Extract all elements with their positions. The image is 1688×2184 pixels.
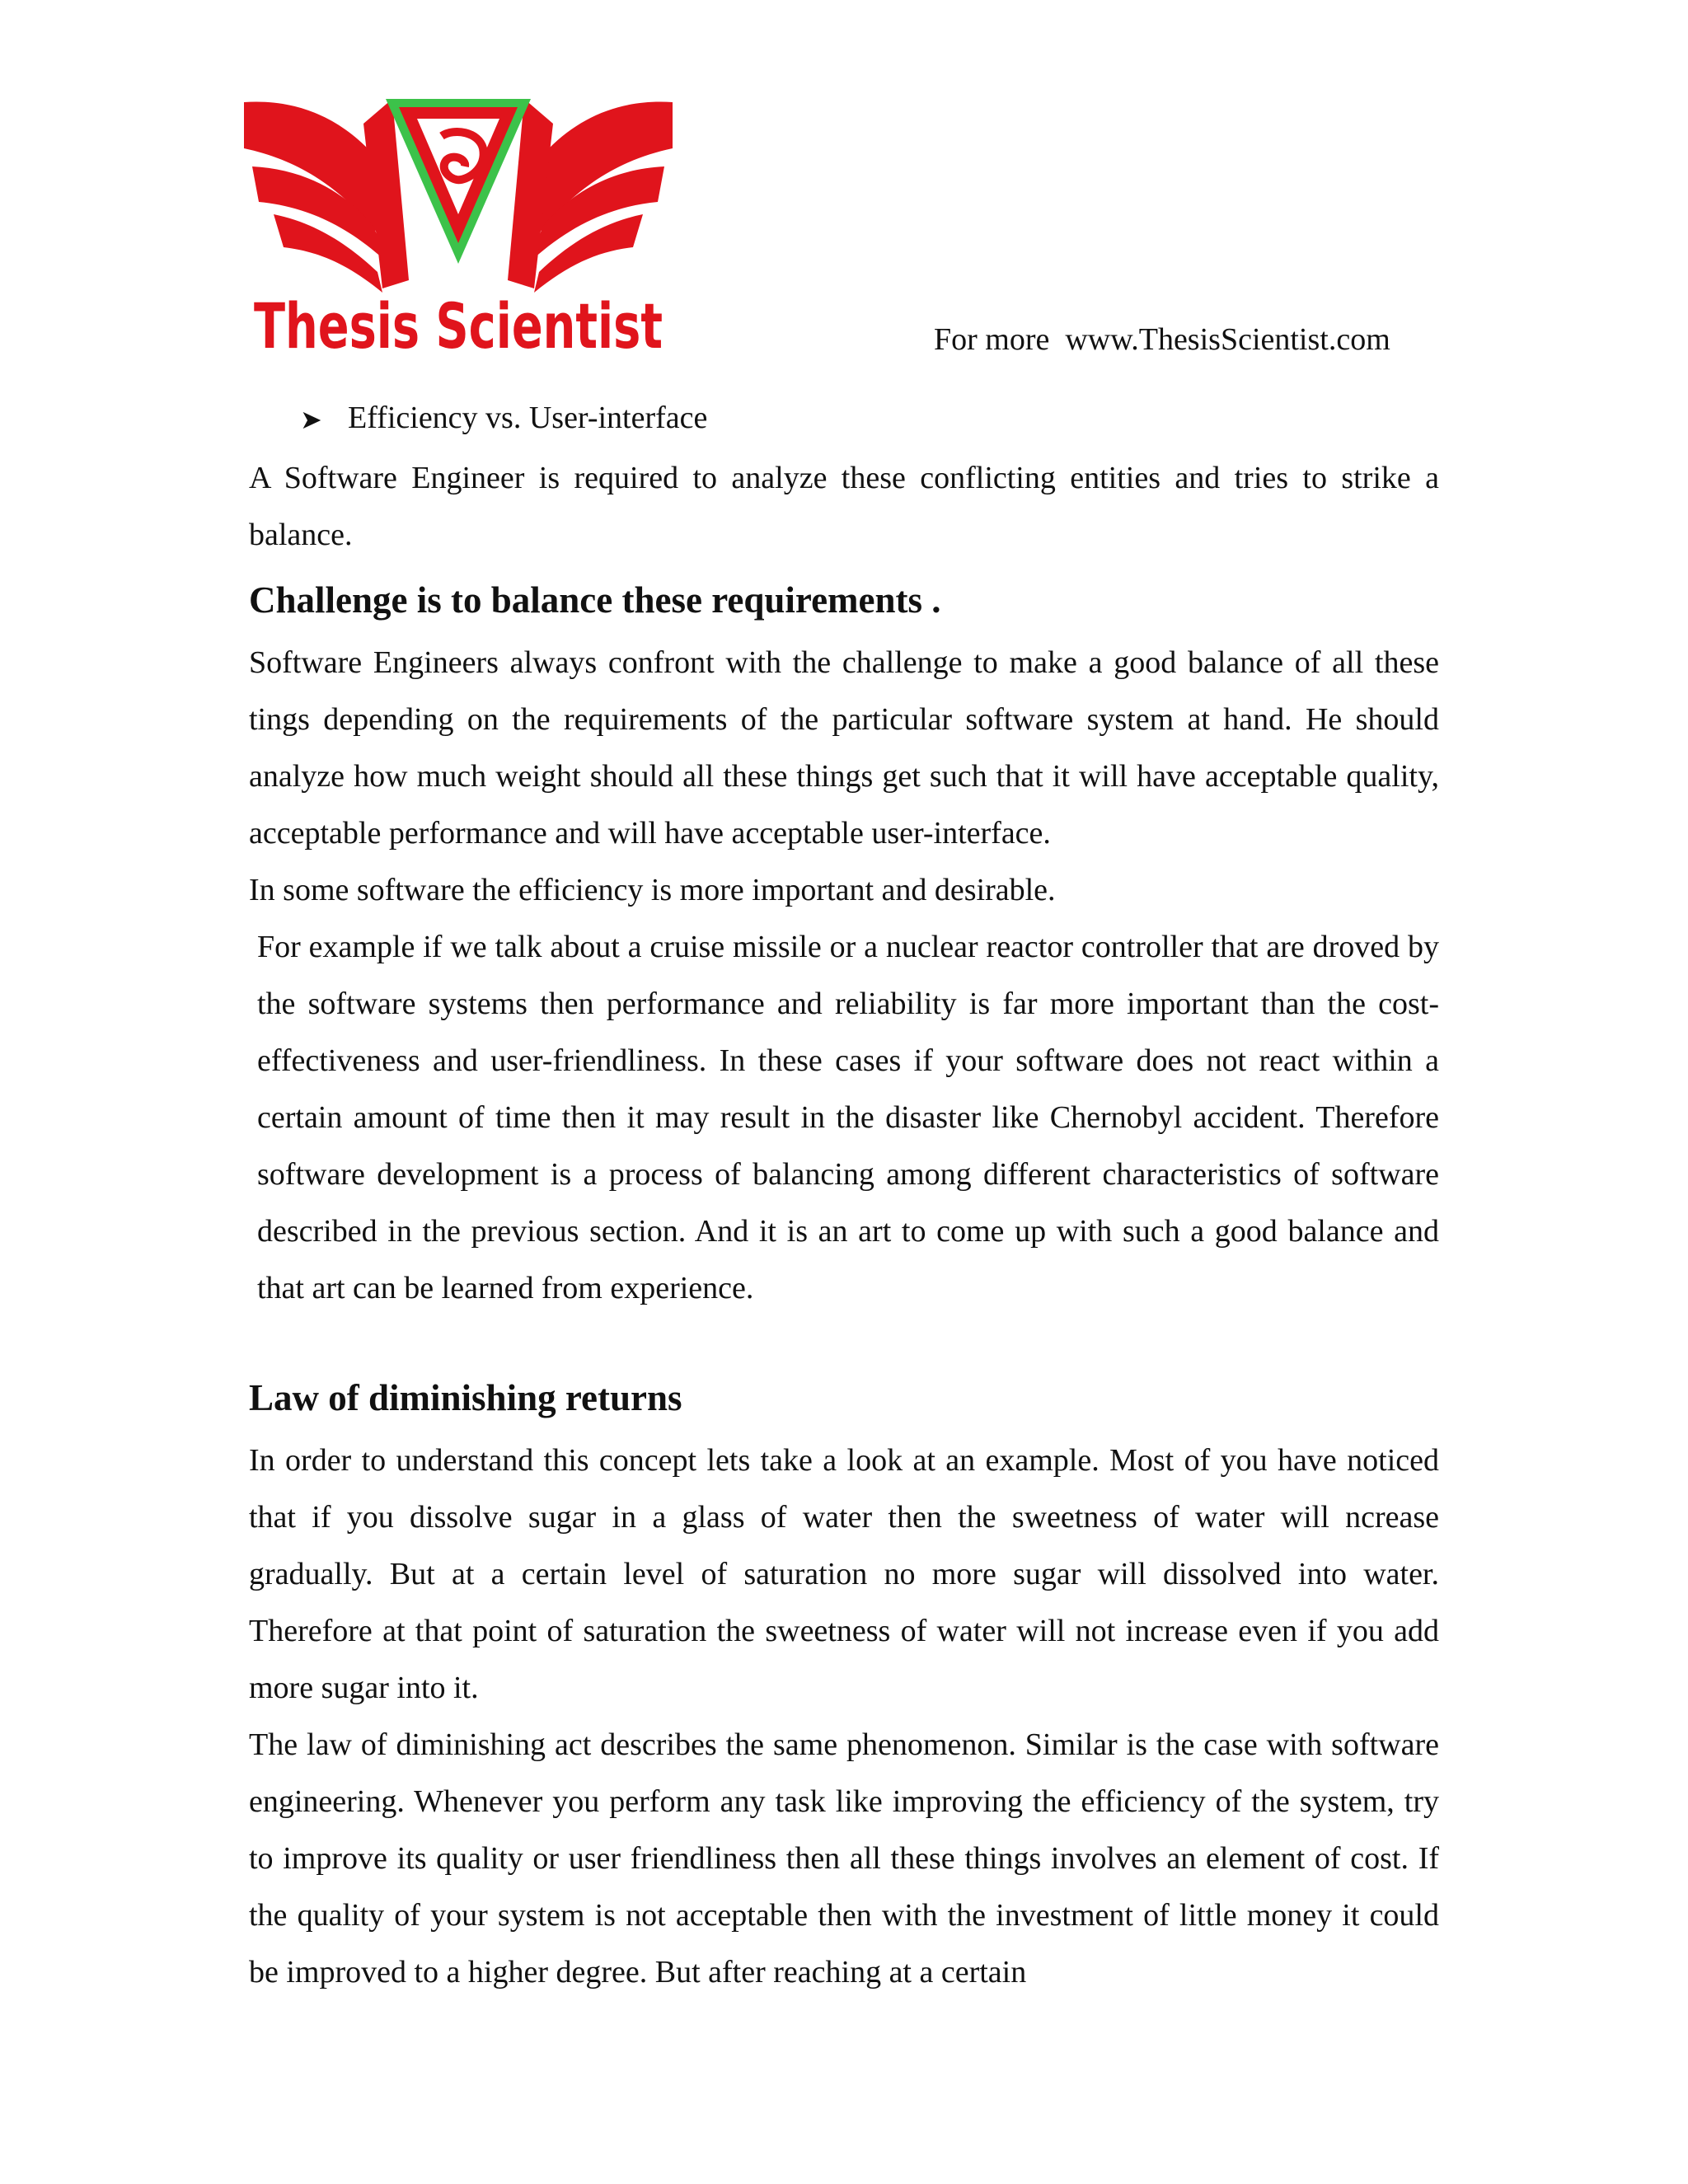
- intro-paragraph: A Software Engineer is required to analyze these conflicting entities and tries to strike a balance.: [249, 461, 1439, 552]
- section-heading-diminishing-returns: Law of diminishing returns: [249, 1377, 682, 1418]
- thesis-scientist-logo: [244, 91, 673, 363]
- right-wing-icon: [508, 99, 673, 293]
- arrow-bullet-icon: ➤: [300, 404, 322, 435]
- logo-text: Thesis Scientist: [254, 289, 663, 363]
- bullet-text: Efficiency vs. User-interface: [348, 401, 708, 435]
- triangle-emblem-icon: [386, 99, 531, 264]
- paragraph: The law of diminishing act describes the same phenomenon. Similar is the case with software engineering. Whenever you perform any task like improving the efficiency of the system, try to improve its quality or user friendliness then all these things involves an element of cost. If the quality of your system is not acceptable then with the investment of little money it could be improved to a higher degree. But after reaching at a certain: [249, 1727, 1439, 1990]
- document-body: [249, 394, 1439, 2001]
- paragraph: Software Engineers always confront with the challenge to make a good balance of all these tings depending on the requirements of the particular software system at hand. He should analyze how much weight should all these things get such that it will have acceptable quality, acceptable performance and will have acceptable user-interface.: [249, 645, 1439, 851]
- section-heading-challenge: Challenge is to balance these requirements .: [249, 579, 941, 621]
- left-wing-icon: [244, 99, 409, 293]
- paragraph: In order to understand this concept lets take a look at an example. Most of you have noticed that if you dissolve sugar in a glass of water then the sweetness of water will ncrease gradually. But at a certain level of saturation no more sugar will dissolved into water. Therefore at that point of saturation the sweetness of water will not increase even if you add more sugar into it.: [249, 1443, 1439, 1705]
- paragraph: For example if we talk about a cruise missile or a nuclear reactor controller that are droved by the software systems then performance and reliability is far more important than the cost-effectiveness and user-friendliness. In these cases if your software does not react within a certain amount of time then it may result in the disaster like Chernobyl accident. Therefore software development is a process of balancing among different characteristics of software described in the previous section. And it is an art to come up with such a good balance and that art can be learned from experience.: [257, 930, 1439, 1305]
- bullet-item: [249, 394, 1439, 442]
- paragraph: In some software the efficiency is more important and desirable.: [249, 873, 1056, 907]
- header-website-link[interactable]: For more www.ThesisScientist.com: [934, 322, 1390, 357]
